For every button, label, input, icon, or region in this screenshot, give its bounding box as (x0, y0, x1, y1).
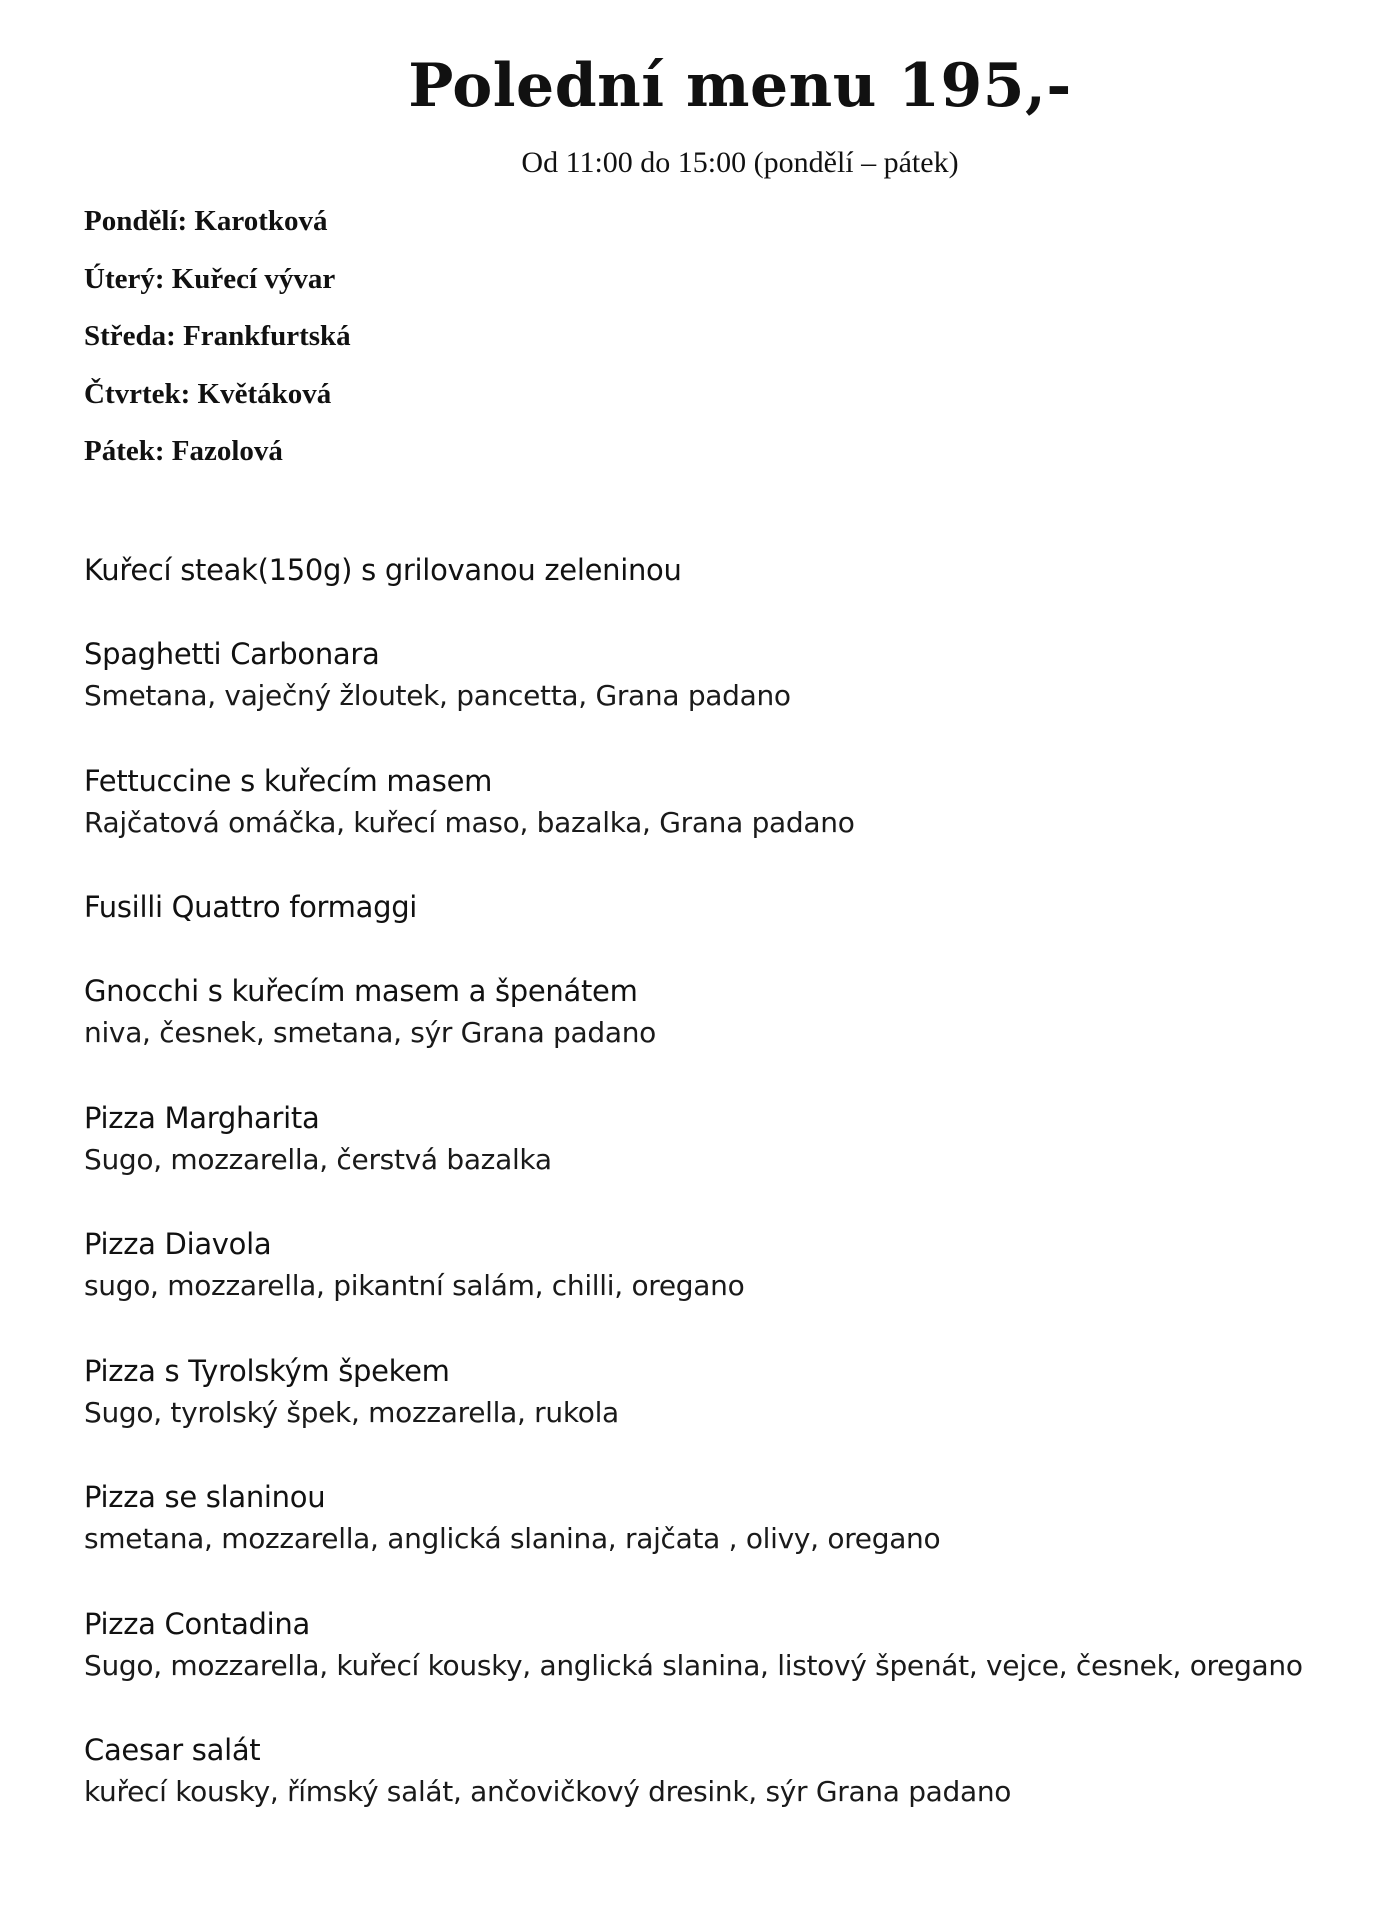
dish-description: kuřecí kousky, římský salát, ančovičkový dresink, sýr Grana padano (84, 1775, 1012, 1808)
dish-item (84, 1223, 1303, 1350)
soup-item-thursday: Čtvrtek: Květáková (84, 377, 332, 410)
dish-description: Sugo, mozzarella, kuřecí kousky, anglická slanina, listový špenát, vejce, česnek, oregano (84, 1648, 1303, 1682)
dish-item (84, 633, 1303, 760)
dish-description: smetana, mozzarella, anglická slanina, rajčata , olivy, oregano (84, 1522, 941, 1555)
soup-item-monday: Pondělí: Karotková (84, 205, 328, 237)
dish-item (84, 1476, 1303, 1603)
dish-description: Smetana, vaječný žloutek, pancetta, Grana padano (84, 679, 791, 712)
menu-title: Polední menu 195,- (408, 51, 1072, 121)
dish-list (84, 549, 1303, 1856)
dish-item (84, 760, 1303, 887)
dish-item (84, 1729, 1303, 1856)
dish-name: Kuřecí steak(150g) s grilovanou zeleninou (84, 553, 682, 587)
dish-name: Gnocchi s kuřecím masem a špenátem (84, 974, 638, 1008)
dish-name: Pizza Diavola (84, 1227, 272, 1261)
dish-description: Sugo, mozzarella, čerstvá bazalka (84, 1142, 552, 1176)
dish-name: Pizza s Tyrolským špekem (84, 1353, 450, 1388)
dish-description: Rajčatová omáčka, kuřecí maso, bazalka, Grana padano (84, 805, 855, 839)
dish-description: sugo, mozzarella, pikantní salám, chilli, oregano (84, 1269, 745, 1302)
dish-item (84, 1097, 1303, 1224)
dish-name: Fettuccine s kuřecím masem (84, 763, 493, 798)
dish-item (84, 1350, 1303, 1477)
serving-hours: Od 11:00 do 15:00 (pondělí – pátek) (521, 146, 959, 179)
dish-item (84, 970, 1303, 1097)
soup-item-tuesday: Úterý: Kuřecí vývar (84, 262, 336, 295)
dish-item (84, 549, 1303, 633)
dish-description: niva, česnek, smetana, sýr Grana padano (84, 1016, 656, 1049)
dish-name: Pizza Margharita (84, 1100, 320, 1135)
dish-description: Sugo, tyrolský špek, mozzarella, rukola (84, 1395, 619, 1429)
soup-of-the-day-list (84, 201, 351, 489)
dish-item (84, 1603, 1303, 1730)
dish-name: Spaghetti Carbonara (84, 637, 380, 671)
dish-name: Pizza se slaninou (84, 1480, 326, 1514)
dish-name: Pizza Contadina (84, 1606, 310, 1641)
dish-name: Fusilli Quattro formaggi (84, 890, 418, 924)
soup-item-friday: Pátek: Fazolová (84, 435, 283, 467)
dish-name: Caesar salát (84, 1733, 261, 1767)
dish-item (84, 886, 1303, 970)
soup-item-wednesday: Středa: Frankfurtská (84, 320, 351, 352)
